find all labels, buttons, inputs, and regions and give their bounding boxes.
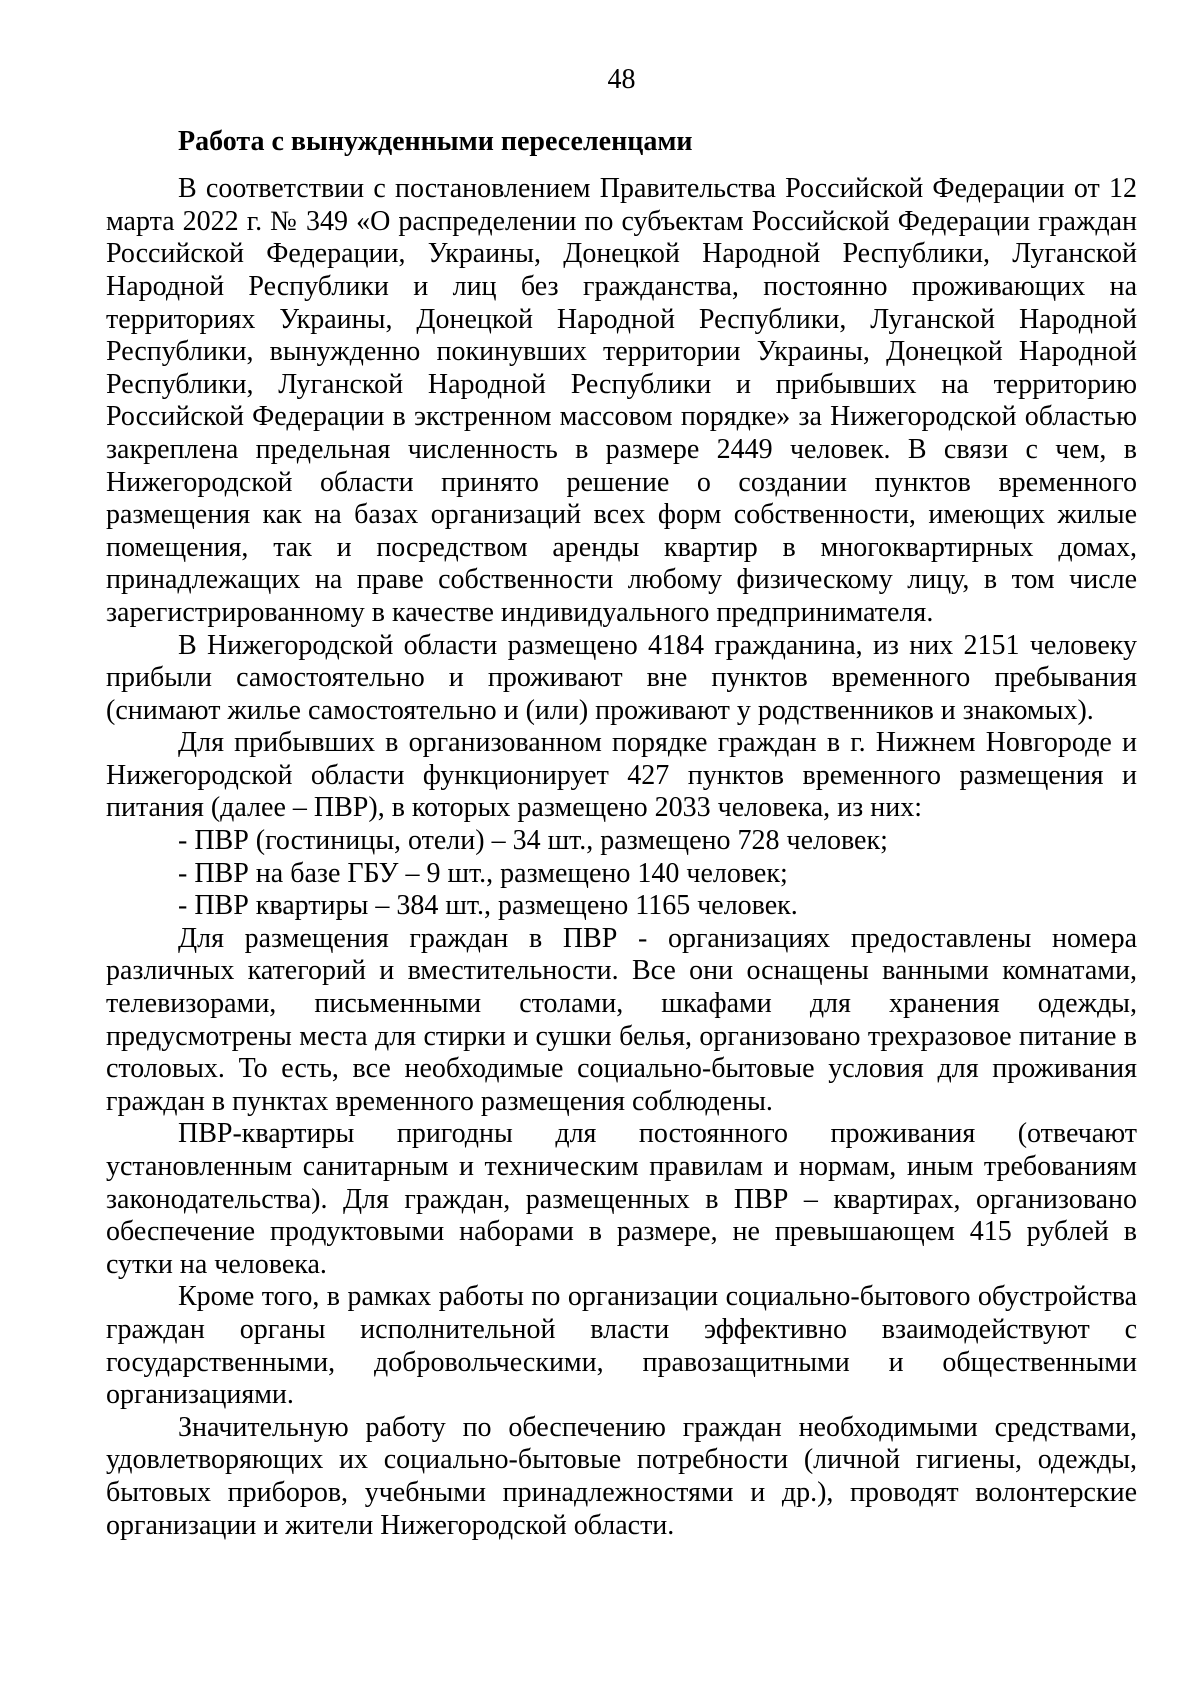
paragraph-accommodated-citizens: В Нижегородской области размещено 4184 гражданина, из них 2151 человеку прибыли самостоятельно и проживают вне пунктов временного пребывания (снимают жилье самостоятельно и (или) проживают у родственников и знакомых).	[106, 629, 1137, 726]
paragraph-pvr-conditions: Для размещения граждан в ПВР - организациях предоставлены номера различных категорий и вместительности. Все они оснащены ванными комнатами, телевизорами, письменными столами, шкафами для хранения одежды, предусмотрены места для стирки и сушки белья, организовано трехразовое питание в столовых. То есть, все необходимые социально-бытовые условия для проживания граждан в пунктах временного размещения соблюдены.	[106, 922, 1137, 1117]
text-column	[106, 64, 1137, 1542]
paragraph-pvr-apartments-suitability: ПВР-квартиры пригодны для постоянного проживания (отвечают установленным санитарным и техническим правилам и нормам, иным требованиям законодательства). Для граждан, размещенных в ПВР – квартирах, организовано обеспечение продуктовыми наборами в размере, не превышающем 415 рублей в сутки на человека.	[106, 1118, 1137, 1280]
list-item-pvr-gbu: - ПВР на базе ГБУ – 9 шт., размещено 140 человек;	[178, 857, 788, 889]
paragraph-volunteers: Значительную работу по обеспечению граждан необходимыми средствами, удовлетворяющих их социально-бытовые потребности (личной гигиены, одежды, бытовых приборов, учебными принадлежностями и др.), проводят волонтерские организации и жители Нижегородской области.	[106, 1411, 1137, 1541]
paragraph-pvr-overview: Для прибывших в организованном порядке граждан в г. Нижнем Новгороде и Нижегородской области функционирует 427 пунктов временного размещения и питания (далее – ПВР), в которых размещено 2033 человека, из них:	[106, 727, 1137, 824]
list-item-pvr-apartments: - ПВР квартиры – 384 шт., размещено 1165 человек.	[178, 890, 798, 922]
page-number: 48	[607, 64, 636, 95]
list-item-pvr-hotels: - ПВР (гостиницы, отели) – 34 шт., размещено 728 человек;	[178, 825, 888, 857]
paragraph-authorities-cooperation: Кроме того, в рамках работы по организации социально-бытового обустройства граждан органы исполнительной власти эффективно взаимодействуют с государственными, добровольческими, правозащитными и общественными организациями.	[106, 1281, 1137, 1411]
paragraph-resettlement-decree: В соответствии с постановлением Правительства Российской Федерации от 12 марта 2022 г. № 349 «О распределении по субъектам Российской Федерации граждан Российской Федерации, Украины, Донецкой Народной Республики, Луганской Народной Республики и лиц без гражданства, постоянно проживающих на территориях Украины, Донецкой Народной Республики, Луганской Народной Республики, вынужденно покинувших территории Украины, Донецкой Народной Республики, Луганской Народной Республики и прибывших на территорию Российской Федерации в экстренном массовом порядке» за Нижегородской областью закреплена предельная численность в размере 2449 человек. В связи с чем, в Нижегородской области принято решение о создании пунктов временного размещения как на базах организаций всех форм собственности, имеющих жилые помещения, так и посредством аренды квартир в многоквартирных домах, принадлежащих на праве собственности любому физическому лицу, в том числе зарегистрированному в качестве индивидуального предпринимателя.	[106, 173, 1137, 628]
section-heading: Работа с вынужденными переселенцами	[178, 125, 693, 157]
